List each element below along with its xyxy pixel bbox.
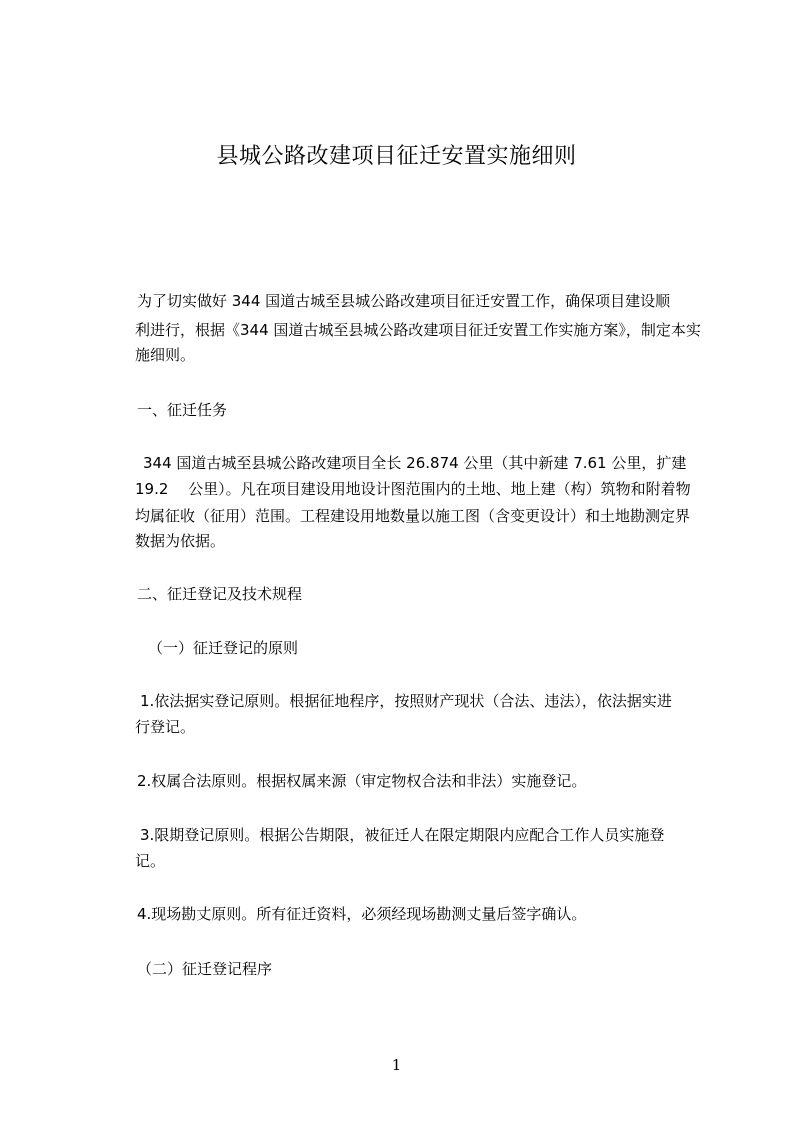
document-title: 县城公路改建项目征迁安置实施细则 bbox=[216, 144, 577, 169]
section1-line-1: 344 国道古城至县城公路改建项目全长 26.874 公里（其中新建 7.61 公里，扩建 bbox=[143, 454, 687, 472]
subsection-heading-2: （二）征迁登记程序 bbox=[137, 960, 273, 978]
section-heading-1: 一、征迁任务 bbox=[137, 401, 228, 419]
item4-line-1: 4.现场勘丈原则。所有征迁资料，必须经现场勘测丈量后签字确认。 bbox=[137, 905, 587, 923]
item1-line-1: 1.依法据实登记原则。根据征地程序，按照财产现状（合法、违法），依法据实进 bbox=[140, 692, 672, 710]
item3-line-1: 3.限期登记原则。根据公告期限，被征迁人在限定期限内应配合工作人员实施登 bbox=[140, 826, 665, 844]
section1-line-2: 19.2 公里）。凡在项目建设用地设计图范围内的土地、地上建（构）筑物和附着物 bbox=[135, 480, 691, 498]
section1-line-4: 数据为依据。 bbox=[135, 532, 226, 550]
intro-line-2: 利进行，根据《344 国道古城至县城公路改建项目征迁安置工作实施方案》，制定本实 bbox=[135, 321, 701, 339]
subsection-heading-1: （一）征迁登记的原则 bbox=[148, 639, 299, 657]
item1-line-2: 行登记。 bbox=[135, 718, 196, 736]
intro-line-1: 为了切实做好 344 国道古城至县城公路改建项目征迁安置工作，确保项目建设顺 bbox=[137, 292, 671, 310]
intro-line-3: 施细则。 bbox=[135, 346, 196, 364]
section1-line-3: 均属征收（征用）范围。工程建设用地数量以施工图（含变更设计）和土地勘测定界 bbox=[135, 507, 691, 525]
section-heading-2: 二、征迁登记及技术规程 bbox=[137, 585, 303, 603]
item3-line-2: 记。 bbox=[135, 852, 166, 870]
item2-line-1: 2.权属合法原则。根据权属来源（审定物权合法和非法）实施登记。 bbox=[137, 772, 587, 790]
page-number: 1 bbox=[391, 1056, 402, 1074]
